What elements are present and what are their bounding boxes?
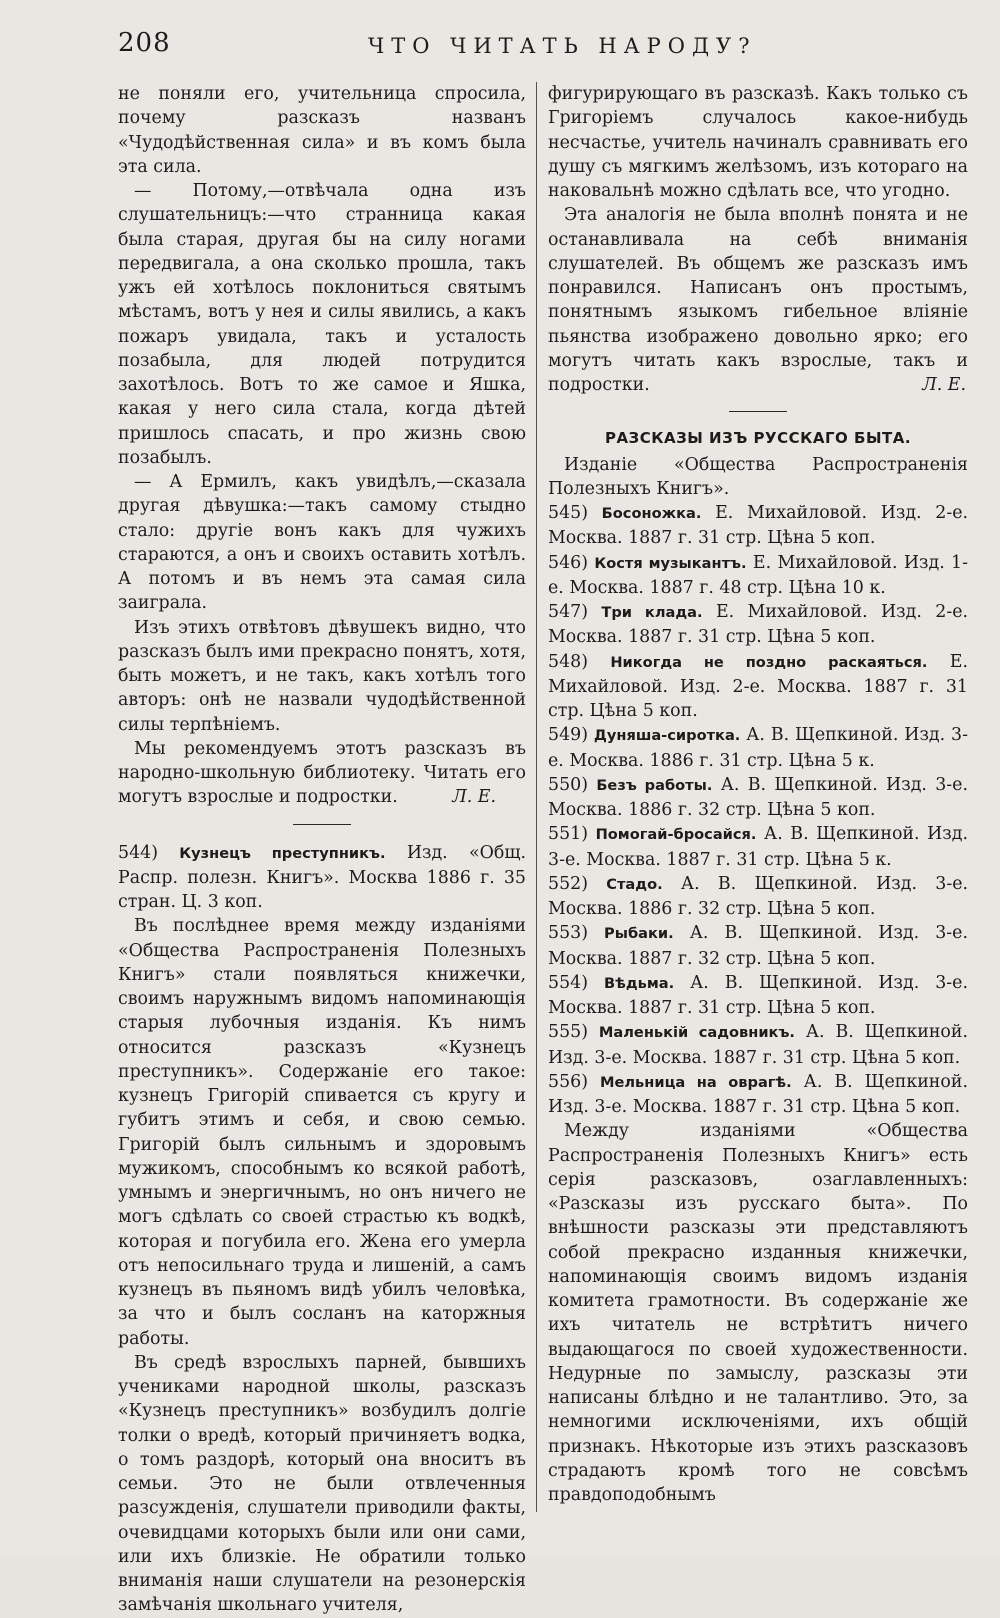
entry-title: Маленькій садовникъ. [598, 1024, 795, 1042]
entry-details: А. В. Щепкиной. Изд. 3-е. Москва. 1887 г. 31 стр. Цѣна 5 к. [548, 824, 969, 870]
entry-number: 544) [118, 842, 158, 863]
catalog-entry [548, 822, 968, 872]
entry-title: Костя музыкантъ. [594, 554, 747, 572]
catalog-entry [548, 551, 968, 601]
entry-details: А. В. Щепкиной. Изд. 3-е. Москва. 1886 г. 32 стр. Цѣна 5 коп. [548, 774, 969, 820]
entry-title: Безъ работы. [596, 776, 713, 794]
entry-number: 555) [548, 1022, 588, 1043]
catalog-entry [548, 1020, 968, 1070]
entry-title: Никогда не поздно раскаяться. [610, 653, 928, 671]
entry-details: А. В. Щепкиной. Изд. 3-е. Москва. 1887 г. 31 стр. Цѣна 5 коп. [548, 1071, 968, 1117]
entry-details: Е. Михайловой. Изд. 1-е. Москва. 1887 г. 48 стр. Цѣна 10 к. [548, 552, 968, 598]
catalog-entry [548, 921, 968, 971]
paragraph: не поняли его, учительница спросила, почему разсказъ названъ «Чудодѣйственная сила» и въ комъ была эта сила. [118, 84, 526, 177]
entry-number: 552) [548, 873, 588, 894]
paragraph: Въ послѣднее время между изданіями «Общества Распространенія Полезныхъ Книгъ» стали появляться книжечки, своимъ наружнымъ видомъ напоминающія старыя лубочныя изданія. Къ нимъ относится разсказъ «Кузнецъ преступникъ». Содержаніе его такое: кузнецъ Григорій спивается съ кругу и губитъ этимъ и себя, и свою семью. Григорій былъ сильнымъ и здоровымъ мужикомъ, способнымъ ко всякой работѣ, умнымъ и энергичнымъ, но онъ ничего не могъ сдѣлать со своей страстью къ водкѣ, которая и погубила его. Жена его умерла отъ непосильнаго труда и лишеній, а самъ кузнецъ въ пьяномъ видѣ убилъ человѣка, за что и былъ сосланъ на каторжныя работы. [118, 916, 526, 1349]
catalog-entry [548, 773, 968, 823]
review-entry-544 [118, 841, 526, 915]
entry-number: 546) [548, 552, 588, 573]
paragraph: — А Ермилъ, какъ увидѣлъ,—сказала другая дѣвушка:—такъ самому стыдно стало: другіе вонъ какъ для чужихъ стараются, а онъ и своихъ оставить хотѣлъ. А потомъ и въ немъ эта самая сила заиграла. [118, 472, 526, 614]
entry-details: Изд. «Общ. Распр. полезн. Книгъ». Москва 1886 г. 35 стран. Ц. 3 коп. [118, 842, 527, 912]
catalog-entry [548, 872, 968, 922]
entry-details: А. В. Щепкиной. Изд. 3-е. Москва. 1886 г. 31 стр. Цѣна 5 к. [548, 725, 968, 771]
right-column [548, 82, 968, 1507]
entry-title: Вѣдьма. [603, 974, 675, 992]
entry-number: 554) [548, 972, 588, 993]
section-heading: РАЗСКАЗЫ ИЗЪ РУССКАГО БЫТА. [604, 429, 912, 448]
paragraph: Въ средѣ взрослыхъ парней, бывшихъ учениками народной школы, разсказъ «Кузнецъ преступникъ» возбудилъ долгіе толки о вредѣ, который причиняетъ водка, о томъ раздорѣ, который она вноситъ въ семьи. Это не были отвлеченныя разсужденія, слушатели приводили факты, очевидцами которыхъ были или они сами, или ихъ близкіе. Не обратили только вниманія наши слушатели на резонерскія замѣчанія школьнаго учителя, [118, 1352, 526, 1616]
entry-details: А. В. Щепкиной. Изд. 3-е. Москва. 1887 г. 31 стр. Цѣна 5 коп. [548, 1022, 969, 1068]
separator-rule [729, 411, 787, 412]
paragraph: — Потому,—отвѣчала одна изъ слушательницъ:—что странница какая была старая, другая бы на силу ногами передвигала, а она сколько прошла, такъ ужъ ей хотѣлось поклониться святымъ мѣстамъ, вотъ у нея и силы явились, а какъ пожаръ увидала, такъ и усталость позабыла, для людей потрудится захотѣлось. Вотъ то же самое и Яшка, какая у него сила стала, когда дѣтей пришлось спасать, и про жизнь свою позабылъ. [118, 181, 526, 468]
entry-number: 547) [548, 602, 588, 622]
catalog-entry [548, 501, 968, 551]
paragraph: фигурирующаго въ разсказѣ. Какъ только съ Григоріемъ случалось какое-нибудь несчастье, учитель начиналъ сравнивать его душу съ мягкимъ желѣзомъ, изъ котораго на наковальнѣ можно сдѣлать все, что угодно. [548, 84, 968, 201]
entry-number: 548) [548, 651, 588, 672]
paragraph-text: Мы рекомендуемъ этотъ разсказъ въ народно-школьную библиотеку. Читать его могутъ взрослые и подростки. [118, 738, 526, 808]
entry-details: А. В. Щепкиной. Изд. 3-е. Москва. 1887 г. 31 стр. Цѣна 5 коп. [548, 972, 968, 1018]
catalog-entry [548, 971, 968, 1021]
catalog-entry [548, 1070, 968, 1120]
paragraph: Изъ этихъ отвѣтовъ дѣвушекъ видно, что разсказъ былъ ими прекрасно понятъ, хотя, быть можетъ, и не такъ, какъ хотѣлъ того авторъ: онѣ не назвали чудодѣйственной силы терпѣніемъ. [118, 617, 526, 735]
entry-number: 551) [548, 824, 588, 845]
paragraph: Между изданіями «Общества Распространенія Полезныхъ Книгъ» есть серія разсказовъ, озаглавленныхъ: «Разсказы изъ русскаго быта». По внѣшности разсказы эти представляютъ собой прекрасно изданныя книжечки, напоминающія своимъ видомъ изданія комитета грамотности. Въ содержаніе же ихъ читатель не встрѣтитъ ничего выдающагося по своей художественности. Недурные по замыслу, разсказы эти написаны блѣдно и не талантливо. Это, за немногими исключеніями, ихъ общій признакъ. Нѣкоторые изъ этихъ разсказовъ страдаютъ кромѣ того не совсѣмъ правдоподобнымъ [548, 1121, 968, 1505]
entry-details: Е. Михайловой. Изд. 2-е. Москва. 1887 г. 31 стр. Цѣна 5 коп. [548, 503, 969, 549]
entry-title: Помогай-бросайся. [595, 826, 757, 844]
signature: Л. Е. [452, 787, 496, 808]
entry-title: Кузнецъ преступникъ. [179, 844, 386, 862]
separator-rule [293, 824, 351, 825]
catalog-entry [548, 600, 968, 650]
section-intro: Изданіе «Общества Распространенія Полезныхъ Книгъ». [548, 454, 968, 499]
entry-number: 550) [548, 774, 588, 795]
column-divider [536, 82, 537, 1512]
entry-details: Е. Михайловой. Изд. 2-е. Москва. 1887 г. 31 стр. Цѣна 5 коп. [548, 602, 969, 648]
entry-number: 549) [548, 725, 588, 746]
page-header [118, 24, 978, 60]
catalog-entry [548, 723, 968, 773]
entry-title: Рыбаки. [604, 925, 674, 943]
entry-list [548, 501, 968, 1119]
entry-number: 545) [548, 503, 588, 523]
running-title: ЧТО ЧИТАТЬ НАРОДУ? [368, 34, 757, 58]
catalog-entry [548, 650, 968, 724]
entry-title: Дуняша-сиротка. [593, 727, 741, 745]
entry-details: А. В. Щепкиной. Изд. 3-е. Москва. 1886 г. 32 стр. Цѣна 5 коп. [548, 873, 969, 919]
paragraph-text: Эта аналогія не была вполнѣ понята и не останавливала на себѣ вниманія слушателей. Въ общемъ же разсказъ имъ понравился. Написанъ онъ простымъ, понятнымъ языкомъ гибельное вліяніе пьянства изображено довольно ярко; его могутъ читать какъ взрослые, такъ и подростки. [548, 205, 968, 395]
entry-number: 556) [548, 1071, 588, 1092]
paragraph [548, 203, 968, 397]
paragraph [118, 737, 526, 810]
entry-number: 553) [548, 923, 588, 944]
entry-details: Е. Михайловой. Изд. 2-е. Москва. 1887 г. 31 стр. Цѣна 5 коп. [548, 651, 968, 721]
entry-details: А. В. Щепкиной. Изд. 3-е. Москва. 1887 г. 32 стр. Цѣна 5 коп. [548, 923, 968, 969]
entry-title: Босоножка. [601, 505, 702, 522]
left-column [118, 82, 526, 1618]
page-number: 208 [118, 28, 171, 58]
entry-title: Стадо. [606, 875, 663, 893]
entry-title: Мельница на оврагѣ. [599, 1073, 792, 1091]
entry-title: Три клада. [601, 604, 703, 621]
signature: Л. Е. [922, 375, 966, 395]
